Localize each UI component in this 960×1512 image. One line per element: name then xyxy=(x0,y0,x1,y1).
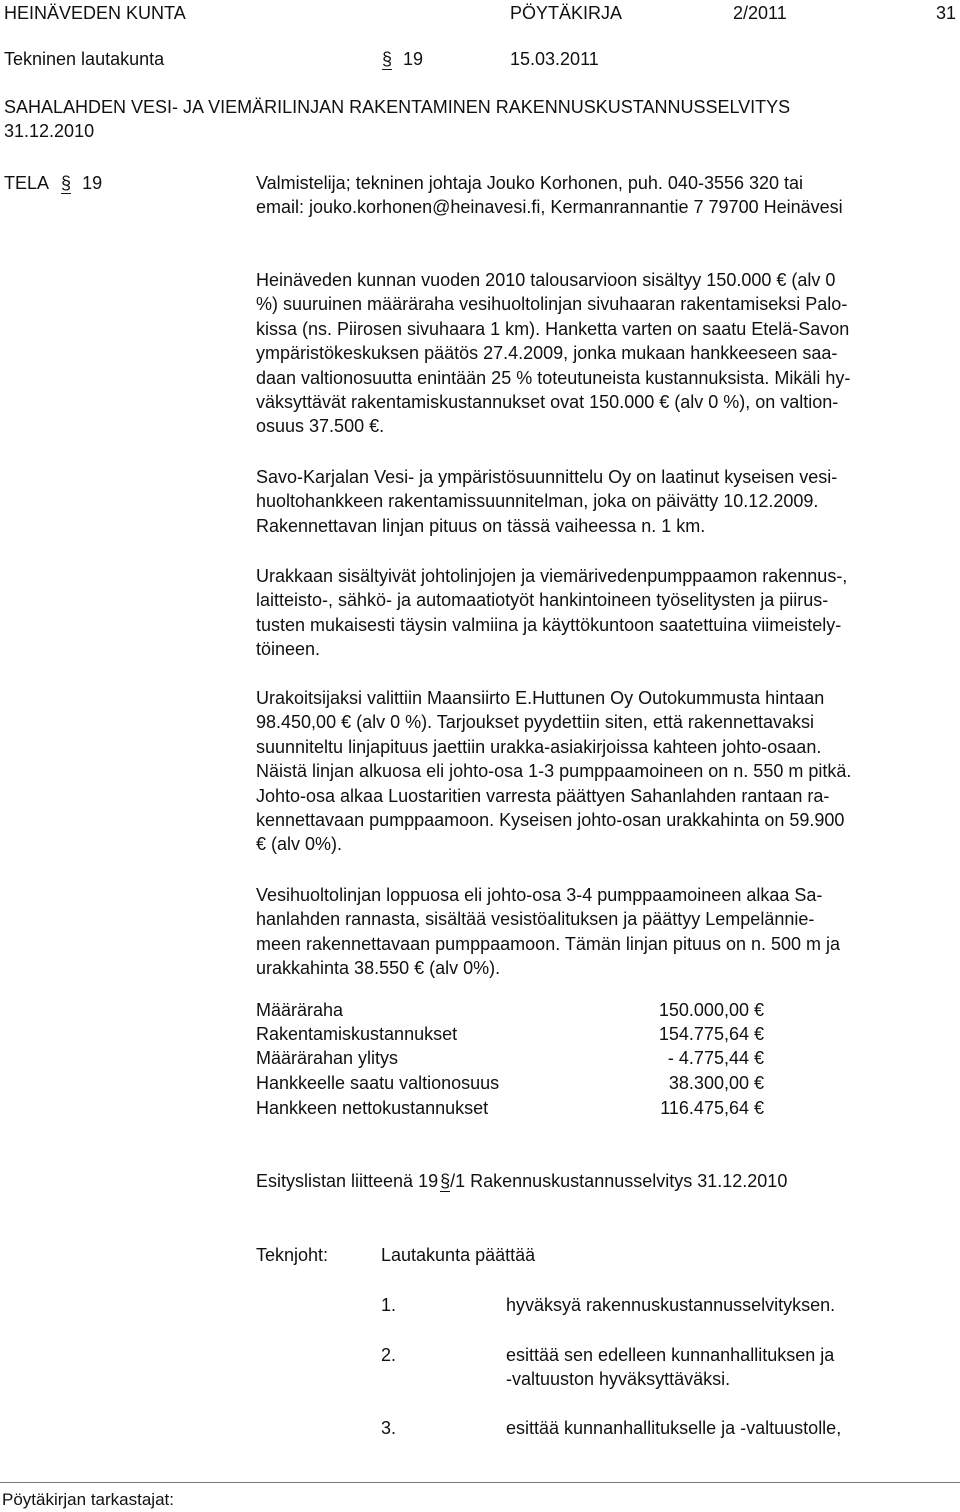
section-reference xyxy=(382,48,423,70)
paragraph-second-section xyxy=(256,883,956,981)
tela-reference xyxy=(4,172,102,194)
text-line: Urakkaan sisältyivät johtolinjojen ja viemärivedenpumppaamon rakennus-, xyxy=(256,566,848,586)
proposal-item-text: hyväksyä rakennuskustannusselvityksen. xyxy=(506,1295,836,1315)
text-line: väksyttävät rakentamiskustannukset ovat 150.000 € (alv 0 %), on valtion- xyxy=(256,392,839,413)
section-symbol: § xyxy=(440,1171,451,1191)
attachment-reference xyxy=(256,1170,787,1192)
proposal-item-number: 3. xyxy=(381,1418,397,1438)
text-line: Rakennettavan linjan pituus on tässä vaiheessa n. 1 km. xyxy=(256,515,706,536)
proposal-item-text: esittää sen edelleen kunnanhallituksen ja xyxy=(506,1345,835,1365)
text-line: tusten mukaisesti täysin valmiina ja käyttökuntoon saatettuina viimeistely- xyxy=(256,614,842,635)
text-line: hanlahden rannasta, sisältää vesistöalituksen ja päättyy Lempelännie- xyxy=(256,909,815,930)
text-line: kissa (ns. Piirosen sivuhaara 1 km). Hanketta varten on saatu Etelä-Savon xyxy=(256,318,850,339)
attachment-prefix: Esityslistan liitteenä 19 xyxy=(256,1171,439,1191)
section-symbol: § xyxy=(61,173,72,193)
page-title-date: 31.12.2010 xyxy=(4,121,95,141)
cost-label: Määräraha xyxy=(256,1000,344,1020)
page-number: 31 xyxy=(936,3,957,23)
paragraph-plan xyxy=(256,465,956,538)
proposal-intro: Lautakunta päättää xyxy=(381,1245,536,1265)
municipality-name: HEINÄVEDEN KUNTA xyxy=(4,3,186,23)
meeting-date: 15.03.2011 xyxy=(510,49,599,69)
proposal-label: Teknjoht: xyxy=(256,1245,329,1265)
text-line: suunniteltu linjapituus jaettiin urakka-asiakirjoissa kahteen johto-osaan. xyxy=(256,736,822,757)
proposal-item-text: esittää kunnanhallitukselle ja -valtuustolle, xyxy=(506,1418,842,1438)
text-line: Urakoitsijaksi valittiin Maansiirto E.Huttunen Oy Outokummusta hintaan xyxy=(256,688,825,708)
text-line: %) suuruinen määräraha vesihuoltolinjan sivuhaaran rakentamiseksi Palo- xyxy=(256,294,848,315)
text-line: laitteisto-, sähkö- ja automaatiotyöt hankintoineen työselitysten ja piirus- xyxy=(256,590,829,611)
attachment-suffix: /1 Rakennuskustannusselvitys 31.12.2010 xyxy=(450,1171,788,1191)
text-line: osuus 37.500 €. xyxy=(256,416,385,437)
paragraph-budget xyxy=(256,268,956,439)
cost-value: 154.775,64 € xyxy=(658,1024,764,1044)
text-line: ympäristökeskuksen päätös 27.4.2009, jonka mukaan hankkeeseen saa- xyxy=(256,343,838,364)
cost-value: 116.475,64 € xyxy=(660,1098,764,1118)
cost-label: Määrärahan ylitys xyxy=(256,1048,399,1068)
text-line: Näistä linjan alkuosa eli johto-osa 1-3 pumppaamoineen on n. 550 m pitkä. xyxy=(256,761,852,782)
footer-checkers-label: Pöytäkirjan tarkastajat: xyxy=(2,1490,174,1509)
text-line: meen rakennettavaan pumppaamoon. Tämän linjan pituus on n. 500 m ja xyxy=(256,933,841,954)
document-type: PÖYTÄKIRJA xyxy=(510,3,623,23)
proposal-item-text: -valtuuston hyväksyttäväksi. xyxy=(506,1369,731,1389)
paragraph-contract-scope xyxy=(256,564,956,662)
tela-label: TELA xyxy=(4,173,49,193)
section-number: 19 xyxy=(403,49,424,69)
cost-label: Rakentamiskustannukset xyxy=(256,1024,458,1044)
text-line: urakkahinta 38.550 € (alv 0%). xyxy=(256,958,501,979)
cost-label: Hankkeen nettokustannukset xyxy=(256,1098,489,1118)
text-line: töineen. xyxy=(256,639,321,660)
cost-label: Hankkeelle saatu valtionosuus xyxy=(256,1073,500,1093)
preparer-line-1: Valmistelija; tekninen johtaja Jouko Korhonen, puh. 040-3556 320 tai xyxy=(256,173,804,193)
text-line: daan valtionosuutta enintään 25 % toteutuneista kustannuksista. Mikäli hy- xyxy=(256,367,851,388)
document-number: 2/2011 xyxy=(733,3,787,23)
cost-value: 38.300,00 € xyxy=(668,1073,764,1093)
text-line: huoltohankkeen rakentamissuunnitelman, joka on päivätty 10.12.2009. xyxy=(256,491,819,512)
footer-divider xyxy=(0,1482,960,1483)
text-line: Savo-Karjalan Vesi- ja ympäristösuunnittelu Oy on laatinut kyseisen vesi- xyxy=(256,467,838,487)
text-line: 98.450,00 € (alv 0 %). Tarjoukset pyydettiin siten, että rakennettavaksi xyxy=(256,712,814,733)
text-line: kennettavaan pumppaamoon. Kyseisen johto-osan urakkahinta on 59.900 xyxy=(256,810,845,831)
section-symbol: § xyxy=(382,49,393,69)
board-name: Tekninen lautakunta xyxy=(4,49,165,69)
text-line: Vesihuoltolinjan loppuosa eli johto-osa 3-4 pumppaamoineen alkaa Sa- xyxy=(256,885,823,905)
proposal-item-number: 1. xyxy=(381,1295,397,1315)
cost-value: 150.000,00 € xyxy=(658,1000,764,1020)
paragraph-contractor xyxy=(256,686,956,857)
preparer-line-2: email: jouko.korhonen@heinavesi.fi, Kermanrannantie 7 79700 Heinävesi xyxy=(256,197,843,217)
text-line: € (alv 0%). xyxy=(256,834,343,855)
text-line: Johto-osa alkaa Luostaritien varresta päättyen Sahanlahden rantaan ra- xyxy=(256,785,830,806)
proposal-item-number: 2. xyxy=(381,1345,397,1365)
tela-number: 19 xyxy=(82,173,103,193)
cost-value: - 4.775,44 € xyxy=(667,1048,764,1068)
text-line: Heinäveden kunnan vuoden 2010 talousarvioon sisältyy 150.000 € (alv 0 xyxy=(256,270,836,290)
page-title: SAHALAHDEN VESI- JA VIEMÄRILINJAN RAKENTAMINEN RAKENNUSKUSTANNUSSELVITYS xyxy=(4,97,791,117)
